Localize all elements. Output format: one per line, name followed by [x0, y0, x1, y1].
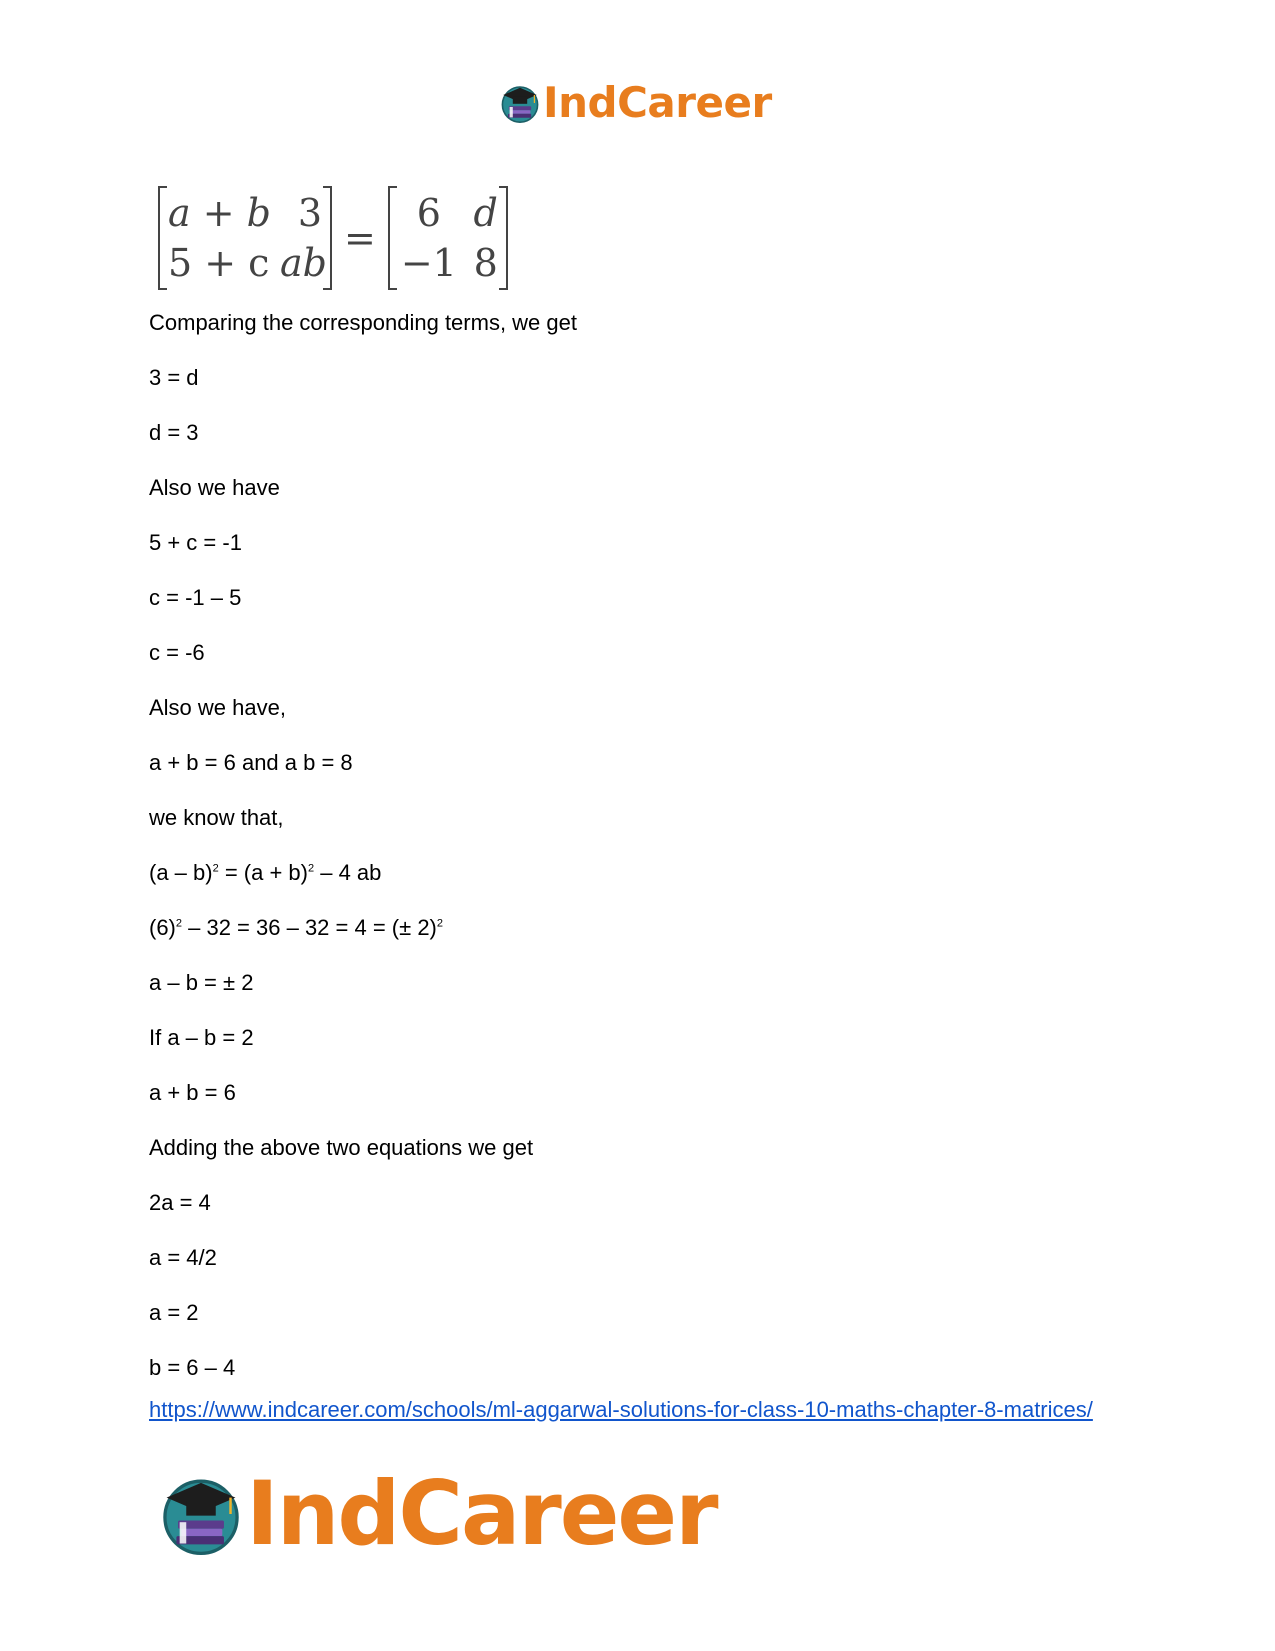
matrix-cell: d — [473, 191, 498, 235]
right-matrix — [388, 186, 508, 290]
text-line: a + b = 6 and a b = 8 — [149, 750, 353, 775]
solution-text — [149, 310, 577, 1410]
footer-logo — [160, 1462, 717, 1565]
matrix-cell: ab — [280, 241, 327, 285]
text-line: b = 6 – 4 — [149, 1355, 236, 1380]
source-link[interactable]: https://www.indcareer.com/schools/ml-aggarwal-solutions-for-class-10-maths-chapter-8-matrices/ — [149, 1397, 1093, 1422]
text-line: a = 4/2 — [149, 1245, 217, 1270]
text-line: If a – b = 2 — [149, 1025, 254, 1050]
matrix-cell: 3 — [297, 191, 322, 235]
formula-line: $(a - b)^2 = (a + b)^2 - 4$ ab — [149, 860, 382, 885]
text-line: 5 + c = -1 — [149, 530, 242, 555]
text-line: 2a = 4 — [149, 1190, 211, 1215]
brand-name: IndCareer — [246, 1462, 717, 1565]
text-line: Also we have, — [149, 695, 286, 720]
text-line: a + b = 6 — [149, 1080, 236, 1105]
text-line: a = 2 — [149, 1300, 199, 1325]
text-line: Comparing the corresponding terms, we get — [149, 310, 577, 335]
text-line: 3 = d — [149, 365, 199, 390]
text-line: c = -1 – 5 — [149, 585, 242, 610]
text-line: c = -6 — [149, 640, 205, 665]
matrix-cell: 6 — [416, 191, 441, 235]
text-line: d = 3 — [149, 420, 199, 445]
text-line: a – b = ± 2 — [149, 970, 254, 995]
matrix-cell: a + b — [168, 191, 271, 235]
text-line: Adding the above two equations we get — [149, 1135, 534, 1160]
left-matrix — [158, 186, 332, 290]
formula-line: $(6)^2 - 32 = 36 - 32 = 4$ = (± 2)$^2$ — [149, 915, 443, 940]
header-logo — [500, 78, 772, 127]
matrix-equation — [158, 186, 508, 290]
text-line: Also we have — [149, 475, 280, 500]
matrix-cell: −1 — [400, 241, 457, 285]
matrix-cell: 8 — [473, 241, 498, 285]
graduation-cap-books-icon — [160, 1473, 242, 1555]
matrix-cell: 5 + c — [168, 241, 270, 285]
text-line: we know that, — [149, 805, 284, 830]
brand-name: IndCareer — [543, 78, 772, 127]
graduation-cap-books-icon — [500, 83, 540, 123]
equals-sign: = — [344, 216, 376, 260]
